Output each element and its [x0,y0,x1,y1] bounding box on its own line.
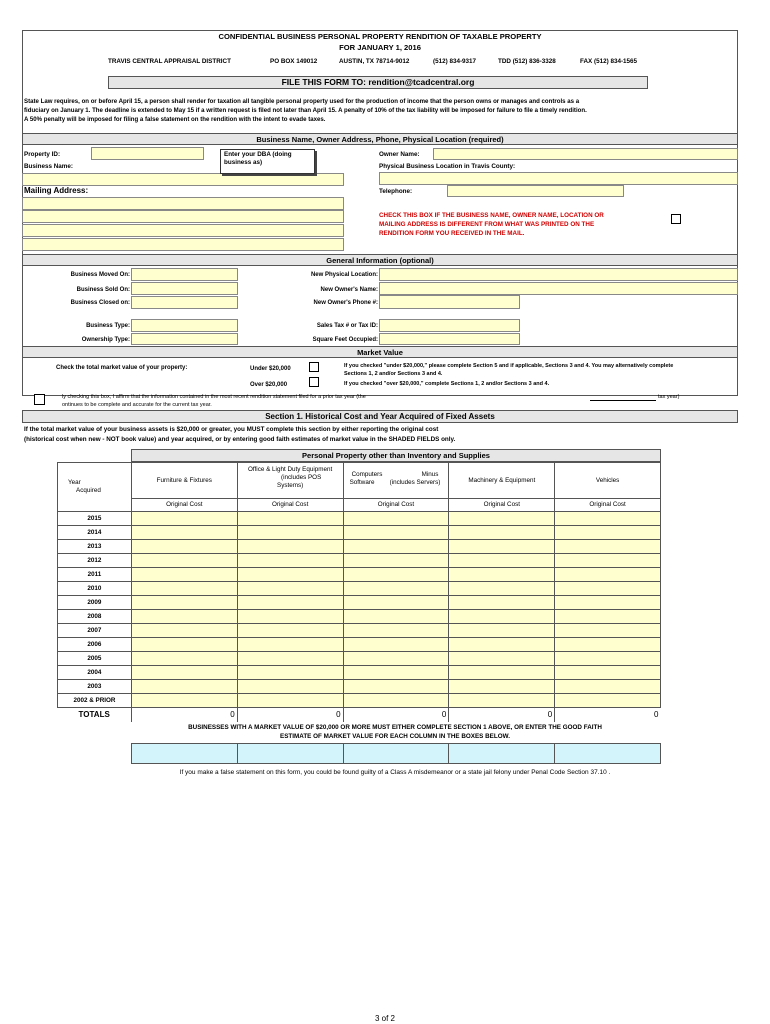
prior-tax-year-line[interactable] [590,400,656,401]
mailing-address-label: Mailing Address: [24,186,89,195]
cost-cell-furniture[interactable] [131,568,237,582]
estimate-computers[interactable] [344,743,450,764]
tax-year-label: tax year) [658,394,680,400]
total-office: 0 [237,708,343,722]
mailing-address-line4[interactable] [22,238,344,251]
new-owner-phone-field[interactable] [379,295,520,309]
col-vehicles-header [555,463,661,499]
under-note-line1: If you checked "under $20,000," please complete Section 5 and if applicable, Sections 3 and 4. You may alternatively complete [344,363,674,369]
sub-original-cost-1: Original Cost [131,499,237,512]
telephone-field[interactable] [447,185,624,197]
tdd: TDD (512) 836-3328 [498,58,556,65]
sold-on-field[interactable] [131,282,238,295]
cost-cell-computers[interactable] [343,582,449,596]
mailing-address-line3[interactable] [22,224,344,237]
col-office-label-b: (includes POS [281,474,322,481]
cost-cell-office[interactable] [237,680,343,694]
cost-cell-office[interactable] [237,596,343,610]
cost-cell-vehicles[interactable] [555,610,661,624]
cost-cell-machinery[interactable] [449,582,555,596]
new-owner-label: New Owner's Name: [320,287,378,293]
col-furniture-label: Furniture & Fixtures [156,476,212,484]
year-cell: 2004 [58,666,132,680]
cost-cell-machinery[interactable] [449,680,555,694]
closed-on-field[interactable] [131,296,238,309]
cost-cell-vehicles[interactable] [555,652,661,666]
market-value-header: Market Value [22,346,738,358]
check-note-line1: CHECK THIS BOX IF THE BUSINESS NAME, OWNER NAME, LOCATION OR [379,212,604,219]
cost-cell-office[interactable] [237,652,343,666]
info-changed-checkbox[interactable] [671,214,681,224]
cost-cell-computers[interactable] [343,680,449,694]
col-office-label-c: Systems) [277,482,304,489]
business-type-field[interactable] [131,319,238,332]
cost-cell-computers[interactable] [343,568,449,582]
year-cell: 2006 [58,638,132,652]
city: AUSTIN, TX 78714-9012 [339,58,410,65]
table-row [58,582,661,596]
cost-cell-computers[interactable] [343,652,449,666]
year-cell: 2009 [58,596,132,610]
intro-line1: State Law requires, on or before April 15, a person shall render for taxation all tangible personal property used for the production of income that the person owns or manages and controls as a [24,98,580,105]
cost-cell-vehicles[interactable] [555,666,661,680]
table-row [58,638,661,652]
false-statement-warning: If you make a false statement on this form, you could be found guilty of a Class A misdemeanor or a state jail felony under Penal Code Section 37.10 . [179,769,611,776]
estimate-furniture[interactable] [131,743,238,764]
cost-cell-office[interactable] [237,694,343,708]
cost-cell-computers[interactable] [343,666,449,680]
square-feet-field[interactable] [379,333,520,345]
year-acquired-header [58,463,132,512]
owner-name-field[interactable] [433,148,738,160]
cost-cell-machinery[interactable] [449,526,555,540]
owner-name-label: Owner Name: [379,151,420,158]
cost-cell-vehicles[interactable] [555,624,661,638]
property-id-field[interactable] [91,147,204,160]
table-row [58,666,661,680]
cost-cell-office[interactable] [237,638,343,652]
new-location-field[interactable] [379,268,738,281]
property-id-label: Property ID: [24,151,61,158]
sales-tax-label: Sales Tax # or Tax ID: [316,323,378,329]
cost-cell-furniture[interactable] [131,610,237,624]
affirm-line1: ly checking this box, I affirm that the information contained in the most recent rendition statement filed for a prior tax year (the [62,394,366,400]
moved-on-field[interactable] [131,268,238,281]
cost-cell-machinery[interactable] [449,638,555,652]
ownership-type-label: Ownership Type: [81,337,130,343]
totals-label: TOTALS [78,710,110,720]
cost-cell-vehicles[interactable] [555,554,661,568]
dba-label: Enter your DBA (doing business as) [224,151,292,166]
total-vehicles: 0 [654,709,659,719]
table-row [58,526,661,540]
col-computers-label-b: Minus [421,471,439,478]
cost-cell-vehicles[interactable] [555,512,661,526]
new-location-label: New Physical Location: [310,272,378,278]
col-machinery-header [449,463,555,499]
cost-cell-machinery[interactable] [449,568,555,582]
sub-original-cost-2: Original Cost [237,499,343,512]
cost-cell-furniture[interactable] [131,624,237,638]
total-machinery: 0 [449,708,555,722]
section1-desc1: If the total market value of your business assets is $20,000 or greater, you MUST complete this section by either reporting the original cost [24,426,439,433]
col-computers-label-d: (includes Servers) [389,479,441,486]
sub-original-cost-3: Original Cost [343,499,449,512]
po-box: PO BOX 149012 [270,58,318,65]
check-note-line2: MAILING ADDRESS IS DIFFERENT FROM WHAT WAS PRINTED ON THE [379,221,595,228]
square-feet-label: Square Feet Occupied: [312,337,378,343]
cost-cell-furniture[interactable] [131,666,237,680]
cost-cell-computers[interactable] [343,526,449,540]
estimate-vehicles[interactable] [555,743,661,764]
cost-cell-office[interactable] [237,554,343,568]
owner-section-header: Business Name, Owner Address, Phone, Physical Location (required) [22,133,738,145]
cost-cell-machinery[interactable] [449,666,555,680]
col-computers-label-a: Computers [351,471,383,478]
table-row [58,610,661,624]
cost-cell-furniture[interactable] [131,540,237,554]
totals-label-cell [58,708,132,722]
cost-cell-office[interactable] [237,582,343,596]
over-20000-checkbox[interactable] [309,377,319,387]
general-info-header: General Information (optional) [22,254,738,266]
year-cell: 2010 [58,582,132,596]
col-machinery-label: Machinery & Equipment [468,476,536,484]
sub-original-cost-5: Original Cost [555,499,661,512]
dba-box[interactable] [220,149,315,174]
table-row [58,512,661,526]
cost-cell-computers[interactable] [343,610,449,624]
cost-cell-machinery[interactable] [449,624,555,638]
check-note-line3: RENDITION FORM YOU RECEIVED IN THE MAIL. [379,230,525,237]
cost-cell-machinery[interactable] [449,652,555,666]
cost-cell-computers[interactable] [343,554,449,568]
col-furniture-header [131,463,237,499]
notice-line2: ESTIMATE OF MARKET VALUE FOR EACH COLUMN IN THE BOXES BELOW. [280,733,510,740]
cost-cell-office[interactable] [237,512,343,526]
col-computers-header [343,463,449,499]
year-cell: 2011 [58,568,132,582]
total-computers: 0 [343,708,449,722]
sub-original-cost-4: Original Cost [449,499,555,512]
cost-cell-furniture[interactable] [131,582,237,596]
acquired-label: Acquired [76,487,101,494]
business-name-label: Business Name: [24,163,73,170]
cost-cell-machinery[interactable] [449,554,555,568]
intro-line3: A 50% penalty will be imposed for filing a false statement on the rendition with the intent to evade taxes. [24,116,326,123]
fax: FAX (512) 834-1565 [580,58,638,65]
cost-cell-vehicles[interactable] [555,694,661,708]
table-row [58,652,661,666]
cost-cell-furniture[interactable] [131,512,237,526]
year-label: Year [68,479,81,486]
cost-cell-vehicles[interactable] [555,596,661,610]
cost-cell-machinery[interactable] [449,694,555,708]
year-cell: 2014 [58,526,132,540]
table-row [58,694,661,708]
year-cell: 2008 [58,610,132,624]
cost-cell-vehicles[interactable] [555,638,661,652]
affirm-checkbox[interactable] [34,394,45,405]
over-label: Over $20,000 [250,382,288,388]
cost-cell-computers[interactable] [343,638,449,652]
under-note-line2: Sections 1, 2 and/or Sections 3 and 4. [344,371,443,377]
col-office-label-a: Office & Light Duty Equipment [248,466,333,473]
moved-on-label: Business Moved On: [70,272,130,278]
file-form-bar[interactable]: FILE THIS FORM TO: rendition@tcadcentral.org [108,76,648,89]
business-type-label: Business Type: [86,323,130,329]
cost-cell-furniture[interactable] [131,638,237,652]
ownership-type-field[interactable] [131,333,238,345]
cost-cell-vehicles[interactable] [555,568,661,582]
new-owner-field[interactable] [379,282,738,295]
table-row [58,568,661,582]
physical-location-field[interactable] [379,172,738,185]
cost-cell-furniture[interactable] [131,554,237,568]
year-cell: 2003 [58,680,132,694]
district-name: TRAVIS CENTRAL APPRAISAL DISTRICT [108,58,231,65]
notice-line1: BUSINESSES WITH A MARKET VALUE OF $20,000 OR MORE MUST EITHER COMPLETE SECTION 1 ABOVE, OR ENTER THE GOOD FAITH [188,724,602,731]
cost-cell-machinery[interactable] [449,512,555,526]
affirm-line2: ontinues to be complete and accurate for the current tax year. [62,402,212,408]
cost-cell-office[interactable] [237,526,343,540]
section1-desc2: (historical cost when new - NOT book value) and year acquired, or by entering good faith estimates of market value in the SHADED FIELDS only. [24,436,456,443]
under-20000-checkbox[interactable] [309,362,319,372]
year-cell: 2015 [58,512,132,526]
new-owner-phone-label: New Owner's Phone #: [313,300,378,306]
title-line1: CONFIDENTIAL BUSINESS PERSONAL PROPERTY RENDITION OF TAXABLE PROPERTY [218,32,542,41]
market-value-check-label: Check the total market value of your property: [56,365,188,371]
over-note: If you checked "over $20,000," complete Sections 1, 2 and/or Sections 3 and 4. [344,381,550,387]
business-name-field[interactable] [22,173,344,186]
cost-cell-machinery[interactable] [449,610,555,624]
cost-cell-vehicles[interactable] [555,680,661,694]
table-row [58,554,661,568]
year-cell: 2007 [58,624,132,638]
cost-cell-machinery[interactable] [449,540,555,554]
total-furniture: 0 [131,708,237,722]
cost-cell-computers[interactable] [343,694,449,708]
mailing-address-line2[interactable] [22,210,344,223]
col-office-header [237,463,343,499]
closed-on-label: Business Closed on: [70,300,130,306]
cost-cell-furniture[interactable] [131,680,237,694]
title-line2: FOR JANUARY 1, 2016 [339,43,421,52]
page-number: 3 of 2 [374,1014,395,1023]
table-row [58,596,661,610]
cost-cell-office[interactable] [237,624,343,638]
cost-cell-office[interactable] [237,666,343,680]
cost-cell-vehicles[interactable] [555,540,661,554]
intro-line2: fiduciary on January 1. The deadline is extended to May 15 if a written request is filed not later than April 15. A penalty of 10% of the tax liability will be imposed for failure to file a timely rendition. [24,107,587,114]
cost-cell-furniture[interactable] [131,694,237,708]
cost-cell-computers[interactable] [343,540,449,554]
cost-cell-office[interactable] [237,540,343,554]
phone: (512) 834-9317 [433,58,477,65]
cost-cell-vehicles[interactable] [555,582,661,596]
cost-cell-furniture[interactable] [131,526,237,540]
year-cell: 2013 [58,540,132,554]
sales-tax-field[interactable] [379,319,520,332]
physical-location-label: Physical Business Location in Travis County: [379,163,516,170]
asset-table [57,462,661,722]
cost-cell-computers[interactable] [343,596,449,610]
col-computers-label-c: Software [349,479,375,486]
cost-cell-computers[interactable] [343,624,449,638]
cost-cell-vehicles[interactable] [555,526,661,540]
table-title-bar: Personal Property other than Inventory and Supplies [131,449,661,462]
estimate-row [131,743,661,764]
mailing-address-line1[interactable] [22,197,344,210]
sold-on-label: Business Sold On: [76,287,130,293]
cost-cell-office[interactable] [237,568,343,582]
section1-header: Section 1. Historical Cost and Year Acquired of Fixed Assets [22,410,738,423]
telephone-label: Telephone: [379,188,413,195]
col-vehicles-label: Vehicles [595,476,620,484]
estimate-office[interactable] [238,743,344,764]
year-cell: 2002 & PRIOR [58,694,132,708]
estimate-machinery[interactable] [449,743,555,764]
cost-cell-machinery[interactable] [449,596,555,610]
table-row [58,624,661,638]
cost-cell-furniture[interactable] [131,652,237,666]
cost-cell-computers[interactable] [343,512,449,526]
year-cell: 2012 [58,554,132,568]
year-cell: 2005 [58,652,132,666]
cost-cell-office[interactable] [237,610,343,624]
cost-cell-furniture[interactable] [131,596,237,610]
under-label: Under $20,000 [250,366,291,372]
table-row [58,680,661,694]
table-row [58,540,661,554]
